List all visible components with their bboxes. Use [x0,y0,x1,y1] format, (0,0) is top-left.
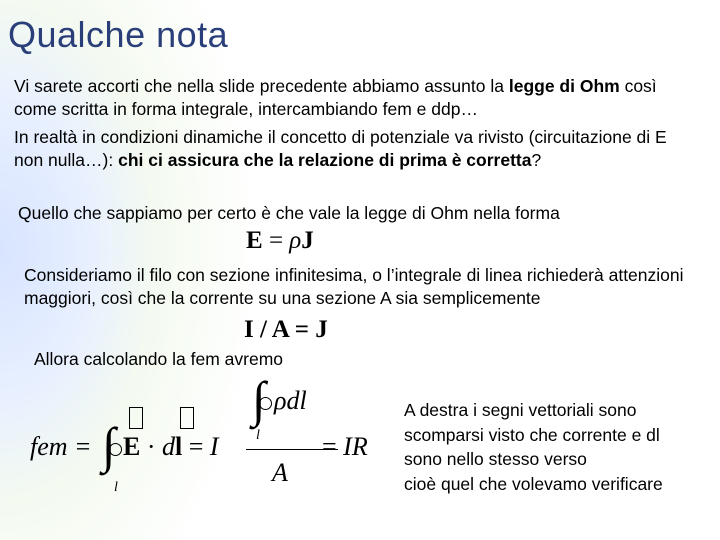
current-density-equation: I / A = J [244,316,328,343]
side-note: A destra i segni vettoriali sono scomparsi visto che corrente e dl sono nello stesso verso cioè quel che volevamo verificare [404,400,663,494]
slide-title: Qualche nota [8,14,229,55]
ohm-law-equation: E = ρJ [246,227,314,254]
missing-glyph-box [180,407,194,429]
fem-equation: fem = ∫ E · dl = I l ∫ ρdl l A = IR [30,371,368,495]
paragraph-3: Quello che sappiamo per certo è che vale la legge di Ohm nella forma [18,203,560,223]
missing-glyph-box [129,407,143,429]
paragraph-1: Vi sarete accorti che nella slide precedente abbiamo assunto la legge di Ohm così come scritta in forma integrale, intercambiando fem e ddp… [14,76,657,119]
paragraph-2: In realtà in condizioni dinamiche il concetto di potenziale va rivisto (circuitazione di E non nulla…): chi ci assicura che la relazione di prima è corretta? [14,127,667,170]
paragraph-5: Allora calcolando la fem avremo [34,349,284,369]
paragraph-4: Consideriamo il filo con sezione infinitesima, o l’integrale di linea richiederà attenzioni maggiori, così che la corrente su una sezione A sia semplicemente [24,265,684,308]
